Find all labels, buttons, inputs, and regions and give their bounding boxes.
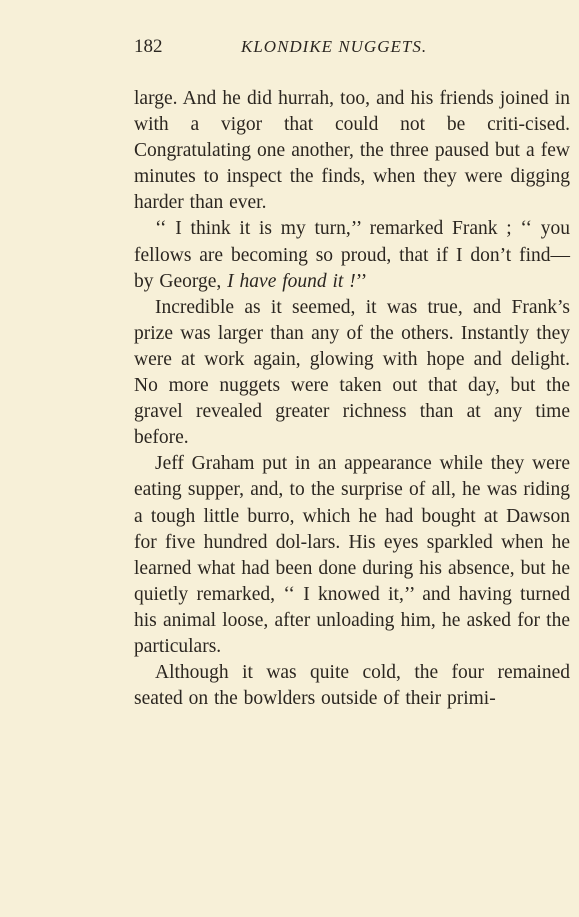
body-text (134, 86, 570, 712)
page-number: 182 (134, 36, 163, 57)
running-head (134, 36, 464, 66)
paragraph-2-text: ‘‘ I think it is my turn,’’ remarked Frank ; ‘‘ you fellows are becoming so proud, that if I don’t find—by George, (134, 218, 570, 292)
paragraph-2-emphasis: I have found it ! (227, 270, 356, 292)
paragraph-1: large. And he did hurrah, too, and his friends joined in with a vigor that could not be criti-cised. Congratulating one another, the three paused but a few minutes to inspect the finds, when they were digging harder than ever. (134, 88, 570, 214)
paragraph-4: Jeff Graham put in an appearance while they were eating supper, and, to the surprise of all, he was riding a tough little burro, which he had bought at Dawson for five hundred dol-lars. His eyes sparkled when he learned what had been done during his absence, but he quietly remarked, ‘‘ I knowed it,’’ and having turned his animal loose, after unloading him, he asked for the particulars. (134, 453, 570, 657)
paragraph-5: Although it was quite cold, the four remained seated on the bowlders outside of their primi- (134, 662, 570, 710)
running-title: KLONDIKE NUGGETS. (241, 37, 428, 56)
paragraph-3: Incredible as it seemed, it was true, and Frank’s prize was larger than any of the others. Instantly they were at work again, glowing with hope and delight. No more nuggets were taken out that day, but the gravel revealed greater richness than at any time before. (134, 296, 570, 449)
paragraph-2-closing: ’’ (355, 270, 368, 292)
paragraph-2 (134, 216, 570, 294)
